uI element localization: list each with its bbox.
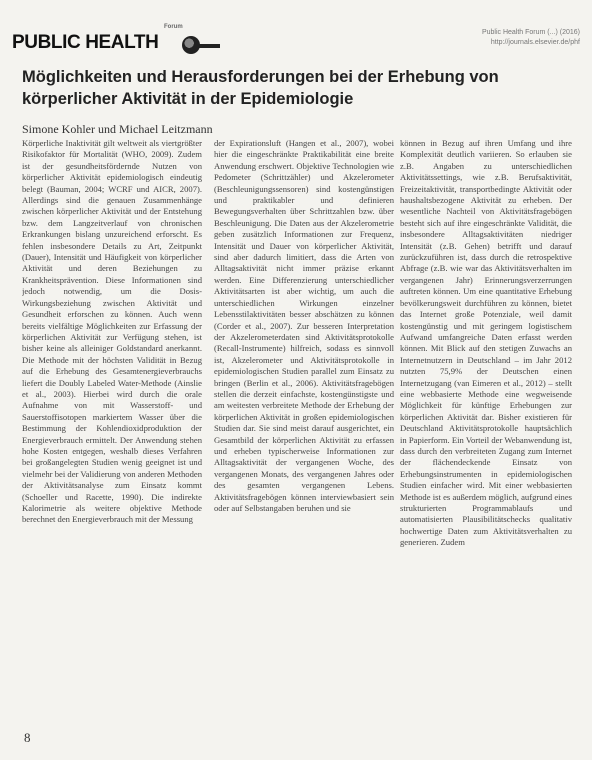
journal-reference [482,28,580,48]
logo-forum-label: Forum [164,24,183,30]
logo-name: PUBLIC HEALTH [12,32,159,53]
column-2-text: der Expirationsluft (Hangen et al., 2007), wobei hier die eingeschränkte Praktikabilität eine breite Anwendung erschwert. Objektive Technologien wie Pedometer (Schrittzähler) und Akzelerometer (Beschleunigungssensoren) sind kostengünstigen und praktikabler und definieren Bewegungsverhalten über Schrittzahlen bzw. über Beschleunigung. Die Daten aus der Akzelerometrie geben zusätzlich Informationen zur Frequenz, Intensität und Dauer von körperlicher Aktivität, sind aber dadurch limitiert, dass die Arten von Alltagsaktivität nicht immer präzise erkannt werden. Eine Differenzierung unterschiedlicher Aktivitätsarten ist aber wichtig, um auch die unterschiedlichen Wirkungen einzelner Lebensstilaktivitäten besser abschätzen zu können (Corder et al., 2007). Zur besseren Interpretation der Akzelerometerdaten sind Aktivitätsprotokolle (Recall-Instrumente) hilfreich, sodass es sinnvoll ist, Akzelerometer und Aktivitätsprotokolle in epidemiologischen Studien parallel zum Einsatz zu bringen (Berlin et al., 2006). Aktivitätsfragebögen stellen die derzeit einfachste, kostengünstigste und am weitesten verbreitete Methode der Erhebung der körperlichen Aktivität in großen epidemiologischen Studien dar. Sie sind meist darauf ausgerichtet, ein Gesamtbild der körperlichen Aktivität zu erfassen und erheben typischerweise Informationen zur Alltagsaktivität der vergangenen Woche, des vergangenen Monats, des vergangenen Jahres oder des gesamten vergangenen Lebens. Aktivitätsfragebögen können interviewbasiert sein oder auf Selbstangaben beruhen und sie [214,138,394,513]
article-title: Möglichkeiten und Herausforderungen bei der Erhebung von körperlicher Aktivität in der Epidemiologie [22,68,499,108]
text-column-3 [400,138,572,734]
page-number: 8 [24,730,31,745]
text-column-2 [214,138,394,734]
journal-citation: Public Health Forum (...) (2016) [481,29,580,36]
logo-bar-decoration [198,44,220,48]
article-authors: Simone Kohler und Michael Leitzmann [22,122,213,136]
column-3-text: können in Bezug auf ihren Umfang und ihre Komplexität deutlich variieren. So erlauben sie z.B. Angaben zu unterschiedlichen Aktivitätssettings, wie z.B. Berufsaktivität, Freizeitaktivität, transportbedingte Aktivität oder haushaltsbezogene Aktivität zu erheben. Der wesentliche Nachteil von Aktivitätsfragebögen besteht sich auf ihre eingeschränkte Validität, die insbesondere Alltagsaktivitäten niedriger Intensität (z.B. Gehen) betrifft und darauf zurückzuführen ist, dass durch die retrospektive Abfrage (z.B. wie war das Aktivitätsverhalten im vergangenen Jahr) Erinnerungsverzerrungen auftreten können. Um eine quantitative Erhebung bevölkerungsweit durchführen zu können, bietet das Internet große Potenziale, weil damit kostengünstig und mit geringem logistischem Aufwand umfangreiche Daten erfasst werden können. Mit Blick auf den stetigen Zuwachs an Internetnutzern in Deutschland – im Jahr 2012 nutzten 75,9% der Deutschen einen Internetzugang (van Eimeren et al., 2012) – stellt eine webbasierte Methode eine wegweisende Möglichkeit für künftige Erhebungen zur körperlichen Aktivität dar. Bisher existieren für Deutschland Aktivitätsprotokolle hauptsächlich in Papierform. Ein Vorteil der Webanwendung ist, dass durch den verbreiteten Zugang zum Internet der flächendeckende Einsatz von Erhebungsinstrumenten in epidemiologischen Studien einfacher wird. Mit einer webbasierten Methode ist es außerdem möglich, aufgrund eines strukturierten Programmablaufs und automatisierten Plausibilitätschecks qualitativ hochwertige Daten zum Aktivitätsverhalten zu generieren. Zudem [400,138,572,548]
journal-url: http://journals.elsevier.de/phf [490,39,580,46]
text-column-1 [22,138,202,734]
journal-header [0,14,592,62]
column-1-text: Körperliche Inaktivität gilt weltweit als viertgrößter Risikofaktor für Mortalität (WHO, 2009). Zudem ist der gesundheitsfördernde Nutzen von körperlicher Aktivität epidemiologisch eindeutig belegt (Bauman, 2004; WCRF und AICR, 2007). Allerdings sind die genauen Zusammenhänge zwischen körperlicher Aktivität und der Entstehung bzw. dem Langzeitverlauf von chronischen Erkrankungen bislang unzureichend erforscht. Es fehlen insbesondere Details zu Art, Zeitpunkt (Dauer), Intensität und Häufigkeit von körperlicher Aktivität und deren Beziehungen zu Krankheitsprävention. Diese Informationen sind jedoch notwendig, um die Dosis-Wirkungsbeziehung zwischen Aktivität und Gesundheit erforschen zu können. Auch wenn bereits vielfältige Möglichkeiten zur Erfassung der körperlichen Aktivität zur Verfügung stehen, ist bisher keine als alleiniger Goldstandard anerkannt. Die Methode mit der höchsten Validität in Bezug auf die Erhebung des Gesamtenergieverbrauchs liefert die Doubly Labeled Water-Methode (Ainslie et al., 2003). Hierbei wird durch die orale Aufnahme von mit Wasserstoff- und Sauerstoffisotopen markiertem Wasser über die Bestimmung der Kohlendioxidproduktion der Energieverbrauch ermittelt. Der Anwendung stehen hohe Kosten entgegen, weshalb dieses Verfahren bei großangelegten Studien wenig geeignet ist und vielmehr bei der Validierung von anderen Methoden der Aktivitätsanalyse zum Einsatz kommt (Schoeller und Racette, 1990). Die indirekte Kalorimetrie als weitere objektive Methode berechnet den Energieverbrauch mit der Messung [22,138,202,525]
